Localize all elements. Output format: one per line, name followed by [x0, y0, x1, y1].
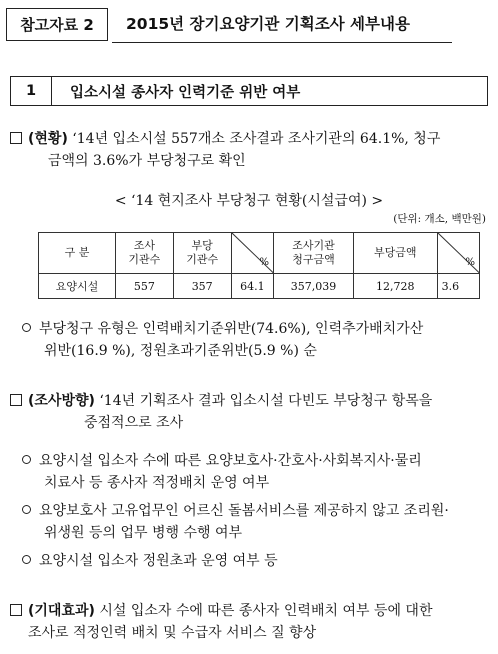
row-improper: 357	[173, 274, 231, 299]
bullet-2-line2: 위생원 등의 업무 병행 수행 여부	[44, 525, 243, 541]
reference-tag	[6, 8, 108, 41]
violation-types-line1: 부당청구 유형은 인력배치기준위반(74.6%), 인력추가배치가산	[39, 321, 424, 337]
header-claim	[274, 233, 354, 274]
row-claim: 357,039	[274, 274, 354, 299]
square-bullet-icon	[10, 604, 22, 616]
direction-text-2: 중점적으로 조사	[84, 415, 184, 431]
bullet-2-line1: 요양보호사 고유업무인 어르신 돌봄서비스를 제공하지 않고 조리원·	[39, 503, 449, 519]
status-text-1: ‘14년 입소시설 557개소 조사결과 조사기관의 64.1%, 청구	[67, 131, 441, 147]
header-pct	[231, 233, 273, 274]
list-item	[22, 500, 492, 544]
reference-tag-label: 참고자료 2	[20, 16, 94, 34]
status-label: (현황)	[28, 131, 68, 147]
list-item	[22, 550, 492, 572]
header-claim-line2: 청구금액	[292, 253, 335, 266]
header-surveyed-line1: 조사	[133, 239, 155, 252]
violation-types	[22, 318, 492, 362]
header-improper-line2: 기관수	[186, 253, 219, 266]
row-label: 요양시설	[39, 274, 116, 299]
circle-bullet-icon	[22, 555, 31, 564]
header-pct-label: %	[259, 257, 270, 268]
title-underline	[112, 42, 452, 43]
row-pct: 64.1	[231, 274, 273, 299]
square-bullet-icon	[10, 132, 22, 144]
table-header-row	[39, 233, 480, 274]
header-pct2	[437, 233, 479, 274]
square-bullet-icon	[10, 394, 22, 406]
direction-paragraph	[10, 390, 490, 434]
row-improper-amount: 12,728	[353, 274, 437, 299]
circle-bullet-icon	[22, 505, 31, 514]
status-text-2: 금액의 3.6%가 부당청구로 확인	[48, 153, 246, 169]
header-category: 구 분	[39, 233, 116, 274]
section-title: 입소시설 종사자 인력기준 위반 여부	[70, 84, 301, 101]
effect-text-2: 조사로 적정인력 배치 및 수급자 서비스 질 향상	[28, 625, 317, 641]
improper-claims-table	[38, 232, 480, 299]
effect-text-1: 시설 입소자 수에 따른 종사자 인력배치 여부 등에 대한	[94, 603, 433, 619]
row-pct2: 3.6	[437, 274, 479, 299]
bullet-1-line2: 치료사 등 종사자 적정배치 운영 여부	[44, 475, 270, 491]
header-improper	[173, 233, 231, 274]
table-unit: (단위: 개소, 백만원)	[393, 213, 486, 225]
header-surveyed	[115, 233, 173, 274]
header-pct2-label: %	[465, 257, 475, 268]
page-title: 2015년 장기요양기관 기획조사 세부내용	[126, 15, 410, 33]
table-row	[39, 274, 480, 299]
header-improper-line1: 부당	[191, 239, 213, 252]
section-number: 1	[11, 77, 52, 105]
direction-label: (조사방향)	[28, 393, 95, 409]
effect-label: (기대효과)	[28, 603, 95, 619]
circle-bullet-icon	[22, 455, 31, 464]
row-surveyed: 557	[115, 274, 173, 299]
list-item	[22, 450, 492, 494]
bullet-1-line1: 요양시설 입소자 수에 따른 요양보호사·간호사·사회복지사·물리	[39, 453, 422, 469]
bullet-list	[22, 450, 492, 572]
circle-bullet-icon	[22, 323, 31, 332]
status-paragraph	[10, 128, 490, 172]
header-surveyed-line2: 기관수	[128, 253, 161, 266]
bullet-3-line1: 요양시설 입소자 정원초과 운영 여부 등	[39, 553, 278, 569]
direction-text-1: ‘14년 기획조사 결과 입소시설 다빈도 부당청구 항목을	[94, 393, 433, 409]
section-header	[10, 76, 488, 106]
effect-paragraph	[10, 600, 490, 644]
header-claim-line1: 조사기관	[292, 239, 335, 252]
violation-types-line2: 위반(16.9 %), 정원초과기준위반(5.9 %) 순	[44, 343, 317, 359]
table-caption: < ‘14 현지조사 부당청구 현황(시설급여) >	[114, 193, 384, 209]
header-improper-amount: 부당금액	[353, 233, 437, 274]
